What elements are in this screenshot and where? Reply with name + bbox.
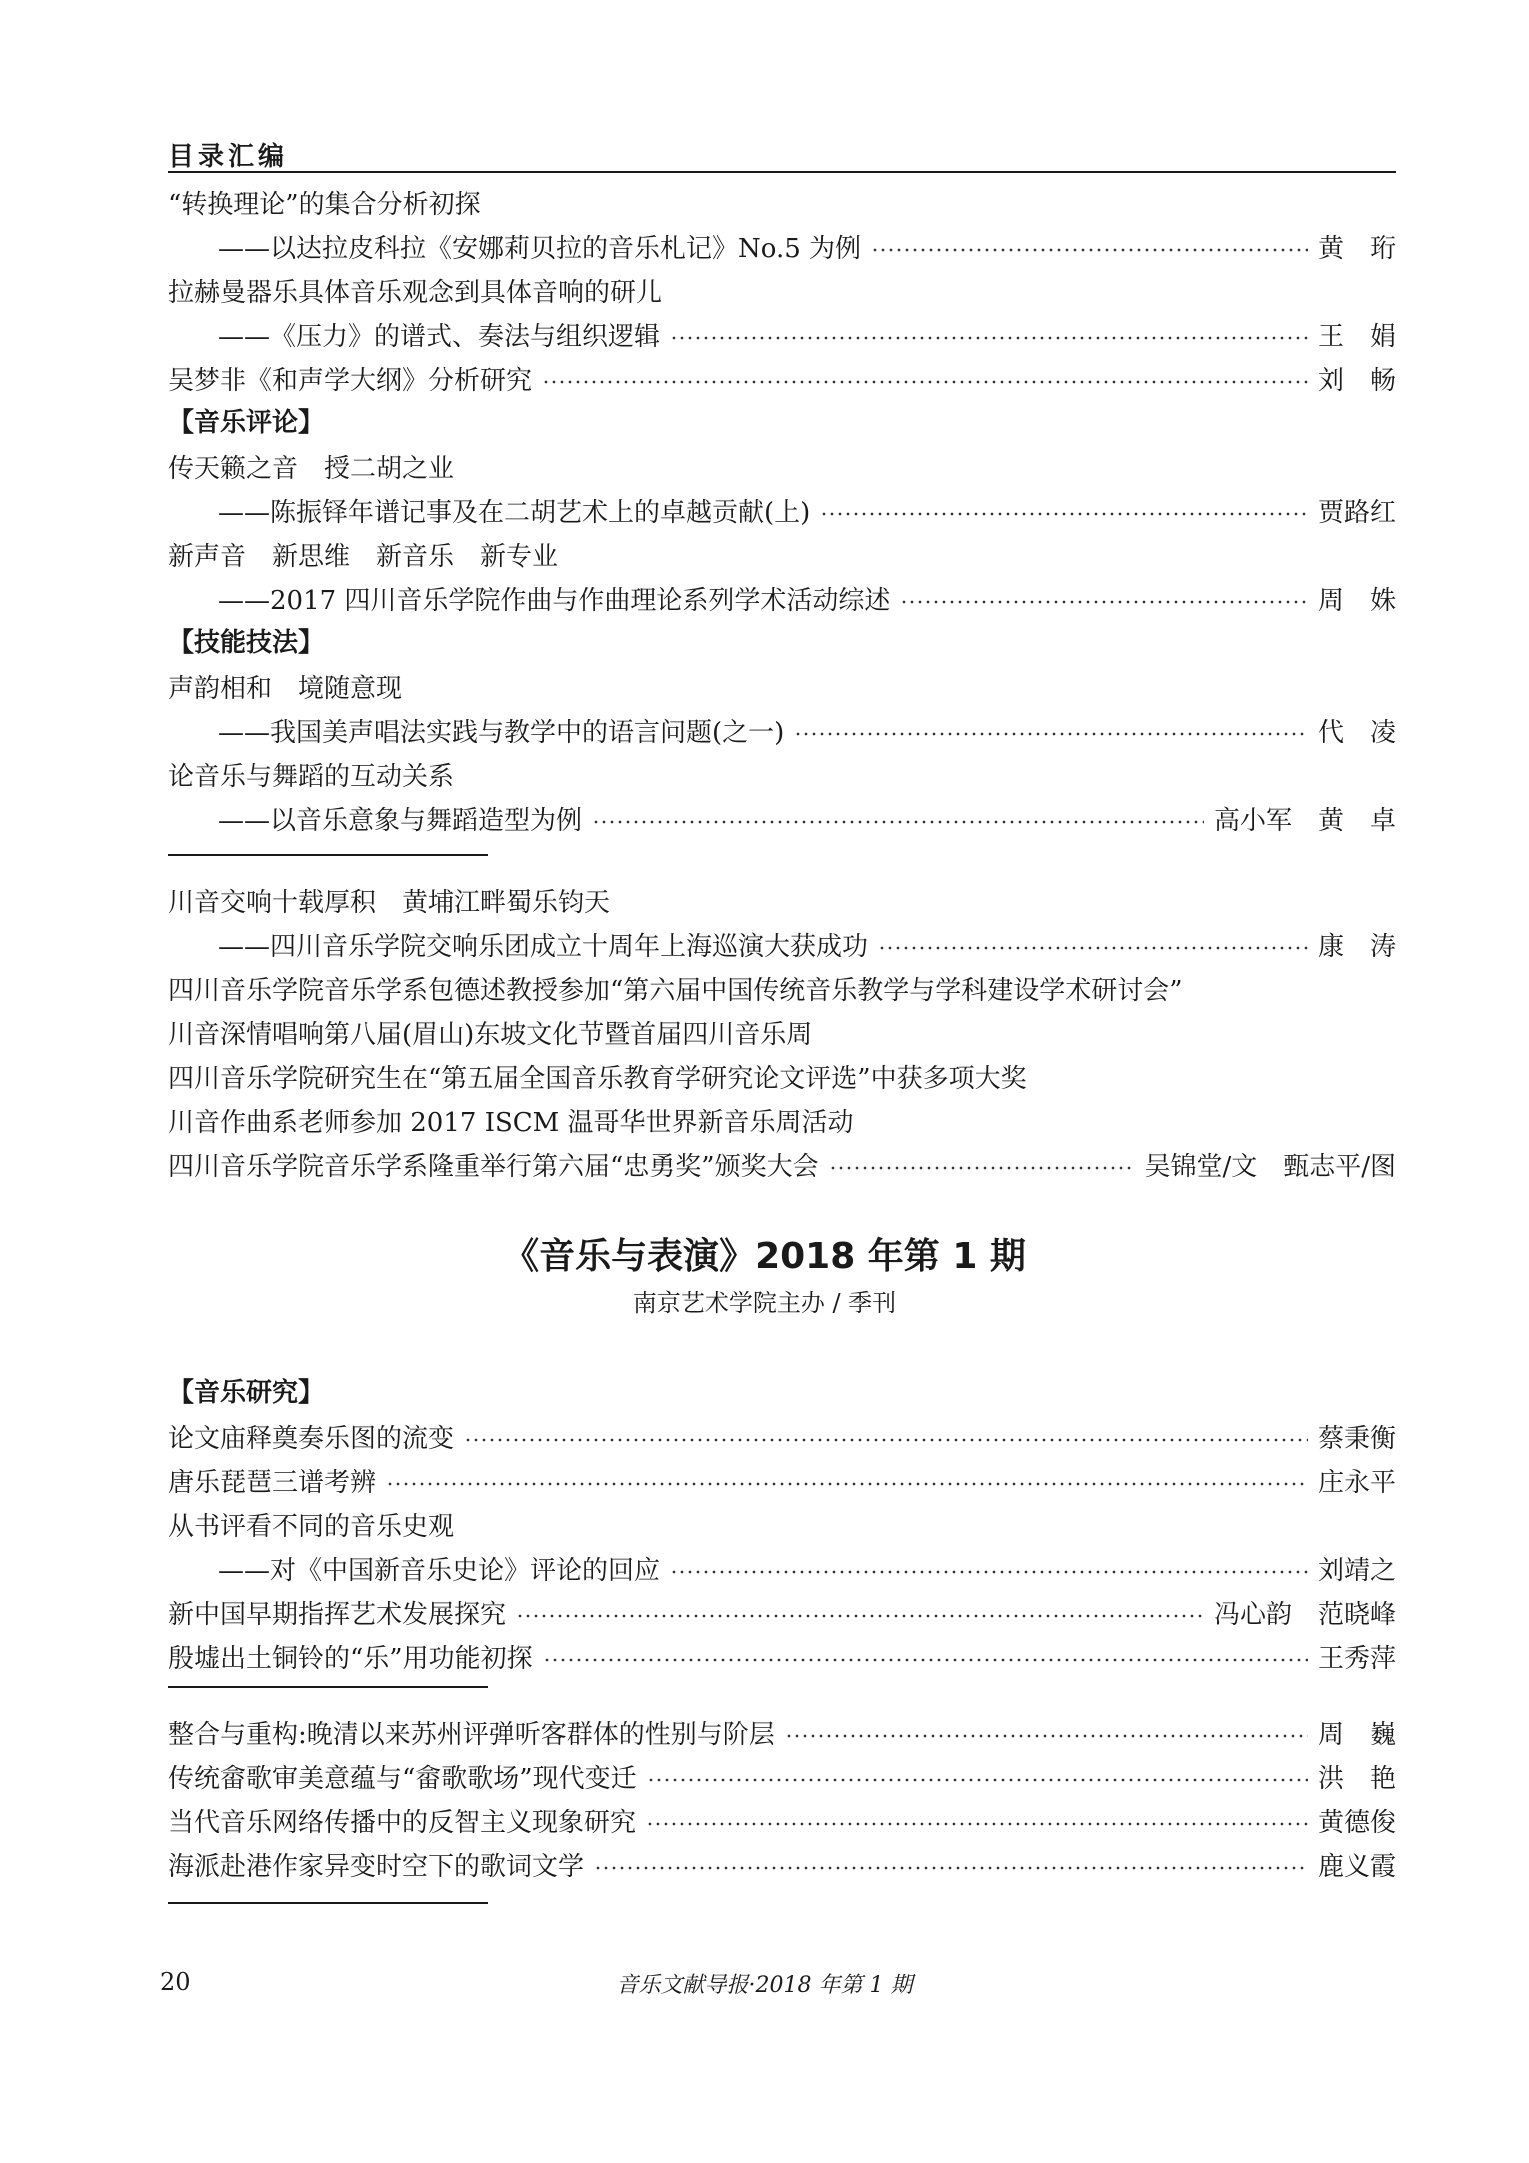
toc-entry-title: 四川音乐学院音乐学系隆重举行第六届“忠勇奖”颁奖大会	[168, 1151, 819, 1182]
section-divider	[168, 1902, 488, 1904]
dot-leader	[829, 1166, 1135, 1170]
dot-leader	[646, 1822, 1308, 1826]
toc-entry-author: 洪 艳	[1317, 1763, 1396, 1794]
dot-leader	[871, 248, 1308, 252]
toc-entry-title: 传天籁之音 授二胡之业	[168, 453, 455, 484]
toc-entry-author: 刘 畅	[1317, 365, 1396, 396]
toc-entry-author: 黄德俊	[1317, 1807, 1396, 1838]
toc-entry-author: 代 凌	[1317, 717, 1396, 748]
toc-entry-author: 王 娟	[1317, 321, 1396, 352]
toc-entry-author: 鹿义霞	[1317, 1851, 1396, 1882]
toc-entry-title: 四川音乐学院研究生在“第五届全国音乐教育学研究论文评选”中获多项大奖	[168, 1063, 1027, 1094]
toc-entry	[218, 924, 1396, 964]
toc-entry-title: 当代音乐网络传播中的反智主义现象研究	[168, 1807, 637, 1838]
toc-entry	[168, 446, 1396, 486]
footer-journal-line: 音乐文献导报·2018 年第 1 期	[616, 1973, 913, 1998]
toc-entry-title: ——我国美声唱法实践与教学中的语言问题(之一)	[218, 717, 785, 748]
dot-leader	[878, 946, 1308, 950]
toc-entry-title: ——陈振铎年谱记事及在二胡艺术上的卓越贡献(上)	[218, 497, 811, 528]
dot-leader	[900, 600, 1308, 604]
toc-entry-title: ——2017 四川音乐学院作曲与作曲理论系列学术活动综述	[218, 585, 891, 616]
dot-leader	[647, 1778, 1308, 1782]
toc-entry-title: 四川音乐学院音乐学系包德述教授参加“第六届中国传统音乐教学与学科建设学术研讨会”	[168, 975, 1183, 1006]
toc-entry-title: 声韵相和 境随意现	[168, 673, 403, 704]
section-heading-technique: 【技能技法】	[168, 628, 325, 658]
toc-entry	[168, 1012, 1396, 1052]
dot-leader	[820, 512, 1308, 516]
toc-entry	[218, 314, 1396, 354]
dot-leader	[516, 1614, 1204, 1618]
toc-entry	[168, 1100, 1396, 1140]
journal-subtitle: 南京艺术学院主办 / 季刊	[632, 1289, 897, 1317]
toc-entry	[168, 1056, 1396, 1096]
toc-entry-author: 刘靖之	[1317, 1555, 1396, 1586]
toc-entry-author: 周 巍	[1317, 1719, 1396, 1750]
toc-entry	[168, 182, 1396, 222]
toc-entry-author: 蔡秉衡	[1317, 1423, 1396, 1454]
dot-leader	[543, 1658, 1308, 1662]
toc-entry	[218, 1548, 1396, 1588]
toc-entry	[168, 754, 1396, 794]
dot-leader	[542, 380, 1308, 384]
toc-entry-title: 海派赴港作家异变时空下的歌词文学	[168, 1851, 585, 1882]
toc-entry-author: 王秀萍	[1317, 1643, 1396, 1674]
toc-entry	[168, 1592, 1396, 1632]
toc-entry	[168, 1636, 1396, 1676]
toc-entry-title: 新声音 新思维 新音乐 新专业	[168, 541, 559, 572]
toc-entry-title: 传统畲歌审美意蕴与“畲歌歌场”现代变迁	[168, 1763, 637, 1794]
toc-entry-title: 殷墟出土铜铃的“乐”用功能初探	[168, 1643, 533, 1674]
header-rule	[168, 171, 1396, 173]
toc-entry-author: 冯心韵 范晓峰	[1213, 1599, 1396, 1630]
page-number: 20	[160, 1968, 191, 1996]
toc-entry-author: 高小军 黄 卓	[1213, 805, 1396, 836]
dot-leader	[594, 1866, 1308, 1870]
dot-leader	[386, 1482, 1308, 1486]
toc-entry	[218, 710, 1396, 750]
toc-entry-title: 从书评看不同的音乐史观	[168, 1511, 455, 1542]
toc-entry-title: ——四川音乐学院交响乐团成立十周年上海巡演大获成功	[218, 931, 869, 962]
toc-entry-title: ——以音乐意象与舞蹈造型为例	[218, 805, 583, 836]
toc-entry	[168, 1144, 1396, 1184]
toc-entry	[168, 666, 1396, 706]
toc-entry-title: 川音作曲系老师参加 2017 ISCM 温哥华世界新音乐周活动	[168, 1107, 854, 1138]
toc-entry-title: 川音交响十载厚积 黄埔江畔蜀乐钧天	[168, 887, 611, 918]
toc-entry-title: 川音深情唱响第八届(眉山)东坡文化节暨首届四川音乐周	[168, 1019, 813, 1050]
toc-entry	[168, 880, 1396, 920]
journal-title: 《音乐与表演》2018 年第 1 期	[503, 1236, 1026, 1277]
dot-leader	[464, 1438, 1308, 1442]
toc-entry-title: 唐乐琵琶三谱考辨	[168, 1467, 377, 1498]
toc-entry-title: ——对《中国新音乐史论》评论的回应	[218, 1555, 661, 1586]
toc-entry	[218, 226, 1396, 266]
toc-entry-author: 庄永平	[1317, 1467, 1396, 1498]
section-heading-music-research: 【音乐研究】	[168, 1378, 325, 1408]
running-head: 目录汇编	[168, 142, 289, 172]
toc-entry-author: 黄 珩	[1317, 233, 1396, 264]
toc-entry-title: 整合与重构:晚清以来苏州评弹听客群体的性别与阶层	[168, 1719, 775, 1750]
toc-entry	[168, 1844, 1396, 1884]
toc-entry	[218, 578, 1396, 618]
toc-entry-title: 论音乐与舞蹈的互动关系	[168, 761, 455, 792]
toc-entry	[218, 490, 1396, 530]
toc-entry	[168, 1504, 1396, 1544]
toc-entry	[168, 1800, 1396, 1840]
section-heading-music-review: 【音乐评论】	[168, 408, 325, 438]
section-divider	[168, 1686, 488, 1688]
toc-entry	[168, 1756, 1396, 1796]
toc-entry-author: 康 涛	[1317, 931, 1396, 962]
toc-entry	[168, 1460, 1396, 1500]
toc-entry	[168, 358, 1396, 398]
toc-entry	[168, 1416, 1396, 1456]
toc-entry-author: 吴锦堂/文 甄志平/图	[1144, 1151, 1396, 1182]
toc-entry	[218, 798, 1396, 838]
toc-entry	[168, 968, 1396, 1008]
toc-entry	[168, 534, 1396, 574]
dot-leader	[785, 1734, 1308, 1738]
toc-entry	[168, 270, 1396, 310]
toc-entry-title: 论文庙释奠奏乐图的流变	[168, 1423, 455, 1454]
toc-entry-title: ——以达拉皮科拉《安娜莉贝拉的音乐札记》No.5 为例	[218, 233, 862, 264]
dot-leader	[670, 1570, 1308, 1574]
toc-entry-title: “转换理论”的集合分析初探	[168, 189, 481, 220]
toc-entry	[168, 1712, 1396, 1752]
dot-leader	[794, 732, 1308, 736]
toc-entry-title: ——《压力》的谱式、奏法与组织逻辑	[218, 321, 661, 352]
toc-entry-author: 贾路红	[1317, 497, 1396, 528]
toc-entry-title: 新中国早期指挥艺术发展探究	[168, 1599, 507, 1630]
toc-entry-title: 吴梦非《和声学大纲》分析研究	[168, 365, 533, 396]
toc-entry-author: 周 姝	[1317, 585, 1396, 616]
dot-leader	[592, 820, 1204, 824]
toc-entry-title: 拉赫曼器乐具体音乐观念到具体音响的研儿	[168, 277, 663, 308]
dot-leader	[670, 336, 1308, 340]
section-divider	[168, 854, 488, 856]
